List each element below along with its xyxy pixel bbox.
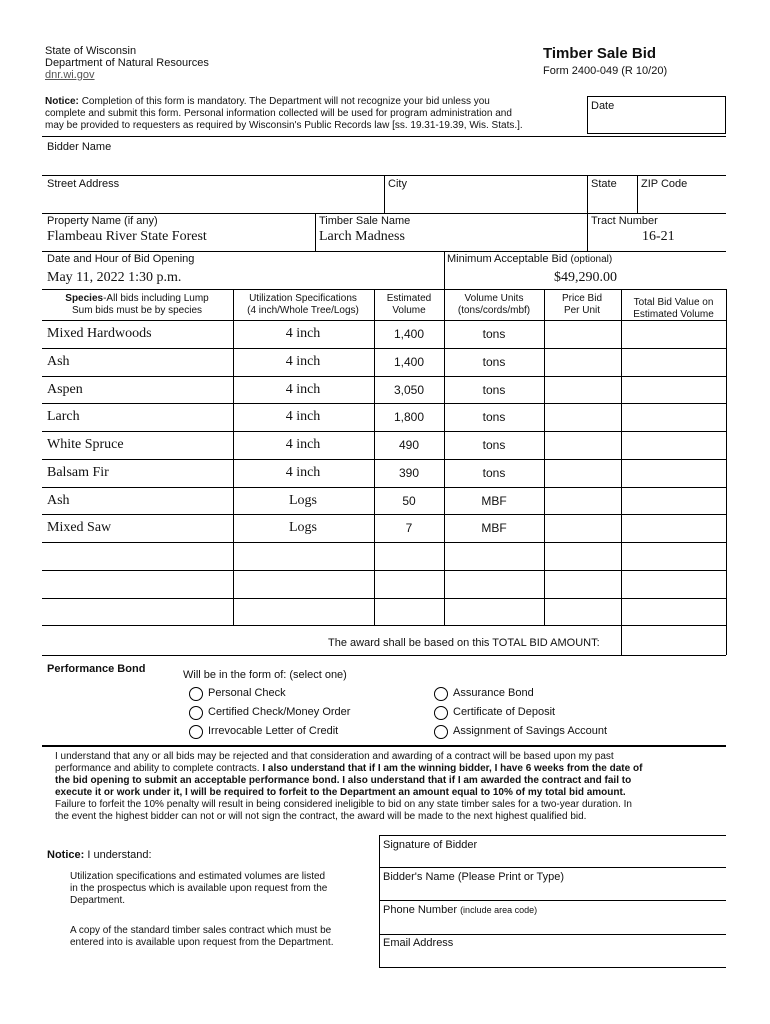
price-header [544, 293, 620, 317]
notice-text-3: may be provided to requesters as required by Wisconsin's Public Records law [ss. 19.31-19.39, Wis. Stats.]. [45, 120, 523, 131]
total-bid-label: The award shall be based on this TOTAL BID AMOUNT: [328, 637, 600, 649]
terms-line-4: execute it or work under it, I will be required to forfeit to the Department an amount equal to 10% of my total bid amount. [55, 787, 626, 798]
price-cell[interactable] [545, 377, 621, 403]
util-cell[interactable]: 4 inch [285, 464, 321, 480]
notice2-para2-line2: entered into is available upon request from the Department. [70, 937, 334, 948]
divider [379, 900, 726, 901]
table-row [42, 376, 726, 404]
divider [379, 967, 726, 968]
species-cell[interactable]: Aspen [47, 381, 83, 397]
total-header-line1: Total Bid Value on [633, 297, 714, 308]
util-cell[interactable]: 4 inch [285, 381, 321, 397]
notice2-para1 [70, 871, 375, 907]
util-cell[interactable]: Logs [289, 520, 317, 536]
notice2-label: Notice: [47, 849, 85, 861]
util-header [233, 293, 373, 317]
notice2-para2-line1: A copy of the standard timber sales contract which must be [70, 925, 332, 936]
total-header-line2: Estimated Volume [633, 309, 714, 320]
total-header [621, 297, 726, 321]
performance-bond-label: Performance Bond [47, 663, 146, 675]
total-value-cell[interactable] [622, 543, 726, 569]
bidder-name-label: Bidder Name [47, 141, 112, 153]
timber-sale-name-value[interactable]: Larch Madness [319, 229, 405, 244]
divider [42, 213, 726, 214]
divider [42, 136, 726, 137]
street-address-field[interactable] [42, 176, 384, 212]
phone-hint: (include area code) [460, 905, 538, 915]
volume-cell[interactable]: 1,400 [393, 327, 425, 341]
bidder-name-field[interactable] [42, 154, 726, 174]
notice-text-2: complete and submit this form. Personal information collected will be used for program administration and [45, 108, 512, 119]
table-row [42, 431, 726, 459]
state-label: State [591, 178, 617, 190]
volume-header-line1: Estimated [386, 293, 432, 304]
units-cell[interactable]: tons [482, 465, 506, 480]
price-header-line1: Price Bid [561, 293, 602, 304]
bond-option-label: Certified Check/Money Order [208, 706, 351, 718]
bond-radio-0-left[interactable] [189, 687, 203, 701]
table-row [42, 542, 726, 570]
table-row [42, 598, 726, 626]
total-value-cell[interactable] [622, 404, 726, 430]
divider [587, 213, 588, 251]
species-cell[interactable]: Ash [47, 353, 70, 369]
units-cell[interactable]: MBF [481, 521, 507, 536]
species-header-rest: -All bids including Lump [103, 293, 209, 304]
util-cell[interactable]: 4 inch [285, 409, 321, 425]
min-bid-value[interactable]: $49,290.00 [554, 270, 617, 285]
zip-field[interactable] [638, 176, 726, 212]
species-cell[interactable]: Mixed Saw [47, 520, 112, 536]
state-name: State of Wisconsin [45, 45, 137, 57]
table-row [42, 514, 726, 542]
species-header-bold: Species [65, 293, 104, 304]
price-cell[interactable] [545, 488, 621, 514]
species-cell[interactable]: Mixed Hardwoods [47, 326, 152, 341]
city-field[interactable] [385, 176, 587, 212]
signature-label: Signature of Bidder [383, 839, 478, 851]
city-label: City [388, 178, 407, 190]
terms-line-3: the bid opening to submit an acceptable performance bond. I also understand that if I am awarded the contract and fail to [55, 775, 632, 786]
total-value-cell[interactable] [622, 432, 726, 458]
form-number: Form 2400-049 (R 10/20) [543, 65, 668, 77]
total-bid-amount-field[interactable] [621, 629, 726, 660]
tract-number-value[interactable]: 16-21 [642, 229, 675, 244]
notice2-text: I understand: [87, 849, 152, 861]
department-name: Department of Natural Resources [45, 57, 209, 69]
table-row [42, 487, 726, 515]
min-bid-optional: (optional) [570, 254, 613, 265]
divider [379, 867, 726, 868]
website-link[interactable]: dnr.wi.gov [45, 69, 95, 81]
bid-opening-label: Date and Hour of Bid Opening [47, 253, 195, 265]
units-header [445, 293, 543, 317]
divider [315, 213, 316, 251]
terms-line-5: Failure to forfeit the 10% penalty will result in being considered ineligible to bid on any state timber sales for a two-year duration. In [55, 799, 632, 810]
units-header-line1: Volume Units [464, 293, 524, 304]
zip-label: ZIP Code [641, 178, 688, 190]
table-row [42, 348, 726, 376]
bond-option-label: Assignment of Savings Account [453, 725, 608, 737]
state-field[interactable] [588, 176, 636, 212]
notice2 [47, 849, 152, 862]
phone-field[interactable] [380, 916, 726, 932]
units-cell[interactable]: tons [482, 382, 506, 397]
total-value-cell[interactable] [622, 349, 726, 375]
util-header-line1: Utilization Specifications [249, 293, 357, 304]
bond-intro: Will be in the form of: (select one) [183, 669, 347, 681]
species-cell[interactable]: White Spruce [47, 437, 124, 452]
price-cell[interactable] [545, 571, 621, 597]
divider [42, 251, 726, 252]
terms-line-2-bold: I also understand that if I am the winning bidder, I have 6 weeks from the date of [262, 763, 643, 774]
price-cell[interactable] [545, 321, 621, 347]
species-cell[interactable]: Larch [47, 409, 80, 425]
terms-line-2: performance and ability to complete contracts. [55, 763, 263, 774]
divider [379, 934, 726, 935]
notice-label: Notice: [45, 96, 79, 107]
total-value-cell[interactable] [622, 377, 726, 403]
total-value-cell[interactable] [622, 571, 726, 597]
price-cell[interactable] [545, 543, 621, 569]
phone-label: Phone Number [383, 904, 457, 916]
bond-option-label: Personal Check [208, 687, 286, 699]
table-row [42, 570, 726, 598]
bond-radio-0-right[interactable] [434, 687, 448, 701]
units-cell[interactable]: MBF [481, 493, 507, 508]
divider [42, 745, 726, 747]
units-cell[interactable]: tons [482, 410, 506, 425]
form-title: Timber Sale Bid [543, 45, 657, 62]
volume-header-line2: Volume [392, 305, 426, 316]
bond-radio-2-left[interactable] [189, 725, 203, 739]
price-cell[interactable] [545, 460, 621, 486]
volume-cell[interactable]: 390 [398, 465, 420, 480]
terms-line-6: the event the highest bidder can not or will not sign the contract, the award will be made to the next highest qualified bid. [55, 811, 587, 822]
volume-cell[interactable]: 490 [398, 438, 420, 452]
notice-text-1: Completion of this form is mandatory. The Department will not recognize your bid unless you [81, 96, 490, 107]
volume-cell[interactable]: 7 [405, 521, 413, 536]
date-label: Date [591, 100, 615, 112]
bond-option-label: Irrevocable Letter of Credit [208, 725, 339, 737]
bond-radio-1-left[interactable] [189, 706, 203, 720]
species-header-line2: Sum bids must be by species [71, 305, 203, 316]
table-row [42, 459, 726, 487]
total-value-cell[interactable] [622, 599, 726, 625]
price-cell[interactable] [545, 349, 621, 375]
price-cell[interactable] [545, 515, 621, 541]
species-cell[interactable]: Ash [47, 492, 70, 508]
util-cell[interactable]: 4 inch [285, 326, 321, 341]
units-cell[interactable]: tons [482, 438, 506, 452]
notice2-para1-line1: Utilization specifications and estimated volumes are listed [70, 871, 326, 882]
divider [726, 289, 727, 655]
notice2-para1-line2: in the prospectus which is available upon request from the [70, 883, 328, 894]
email-label: Email Address [383, 937, 454, 949]
volume-cell[interactable]: 50 [402, 493, 416, 508]
units-cell[interactable]: tons [482, 354, 506, 369]
price-cell[interactable] [545, 432, 621, 458]
notice-block [45, 96, 585, 132]
property-name-value[interactable]: Flambeau River State Forest [47, 229, 207, 244]
util-cell[interactable]: 4 inch [285, 437, 321, 452]
total-value-cell[interactable] [622, 460, 726, 486]
divider [379, 835, 726, 836]
total-value-cell[interactable] [622, 515, 726, 541]
species-header [42, 293, 232, 317]
timber-sale-name-label: Timber Sale Name [319, 215, 411, 227]
bid-opening-value[interactable]: May 11, 2022 1:30 p.m. [47, 270, 182, 285]
util-header-line2: (4 inch/Whole Tree/Logs) [247, 305, 359, 316]
divider [444, 251, 445, 289]
util-cell[interactable]: Logs [289, 492, 317, 508]
email-field[interactable] [380, 949, 726, 965]
property-name-label: Property Name (if any) [47, 215, 158, 227]
terms-line-1: I understand that any or all bids may be rejected and that consideration and awarding of a contract will be based upon my past [55, 751, 614, 762]
bidder-name-print-field[interactable] [380, 883, 726, 899]
bond-radio-2-right[interactable] [434, 725, 448, 739]
units-cell[interactable]: tons [482, 327, 506, 341]
bond-option-label: Certificate of Deposit [453, 706, 556, 718]
tract-number-label: Tract Number [591, 215, 658, 227]
street-address-label: Street Address [47, 178, 120, 190]
price-cell[interactable] [545, 599, 621, 625]
min-bid-label: Minimum Acceptable Bid [447, 253, 568, 265]
units-header-line2: (tons/cords/mbf) [457, 305, 531, 316]
divider [42, 625, 726, 626]
bond-option-label: Assurance Bond [453, 687, 534, 699]
table-row [42, 320, 726, 348]
notice2-para1-line3: Department. [70, 895, 126, 906]
notice2-para2 [70, 925, 375, 949]
bidder-name-print-label: Bidder's Name (Please Print or Type) [383, 871, 565, 883]
volume-cell[interactable]: 3,050 [393, 382, 425, 397]
util-cell[interactable]: 4 inch [285, 353, 321, 369]
table-row [42, 403, 726, 431]
price-cell[interactable] [545, 404, 621, 430]
volume-cell[interactable]: 1,800 [393, 410, 425, 425]
volume-header [374, 293, 444, 317]
total-value-cell[interactable] [622, 488, 726, 514]
signature-field[interactable] [380, 850, 726, 866]
divider [42, 289, 726, 290]
bond-radio-1-right[interactable] [434, 706, 448, 720]
terms-block [55, 751, 725, 823]
volume-cell[interactable]: 1,400 [393, 354, 425, 369]
total-value-cell[interactable] [622, 321, 726, 347]
species-cell[interactable]: Balsam Fir [47, 464, 109, 480]
price-header-line2: Per Unit [563, 305, 601, 316]
